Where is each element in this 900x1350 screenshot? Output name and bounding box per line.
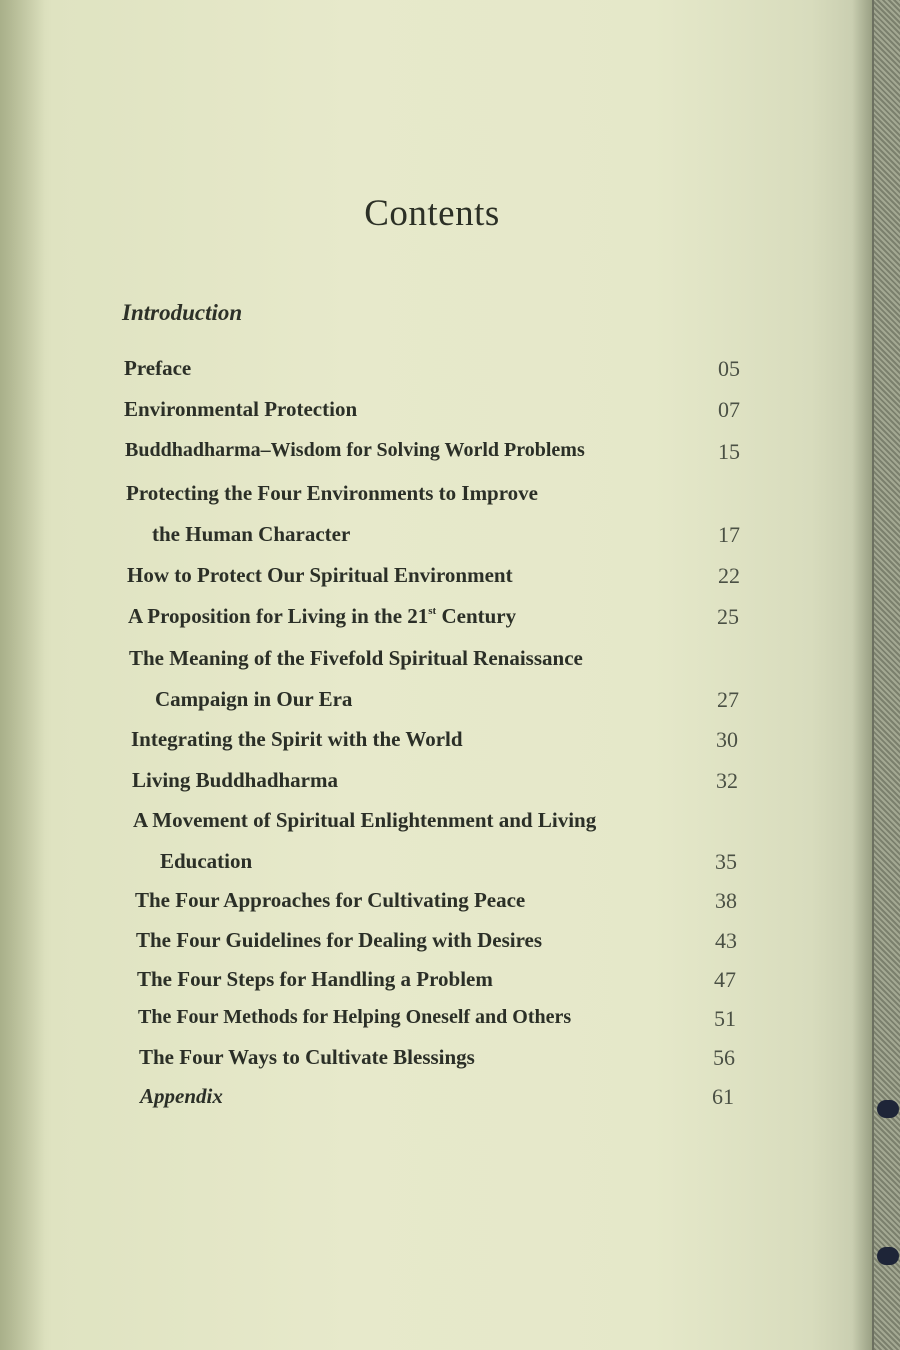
- toc-entry-title: Integrating the Spirit with the World: [131, 727, 463, 751]
- toc-entry-title: Campaign in Our Era: [155, 687, 353, 711]
- toc-entry-page: 05: [718, 356, 740, 381]
- toc-entry-page: 32: [716, 768, 738, 793]
- toc-entry-appendix: [140, 1084, 760, 1114]
- toc-entry-page: 25: [717, 604, 739, 629]
- toc-entry-title: A Movement of Spiritual Enlightenment and Living: [133, 808, 597, 832]
- toc-entry: [139, 1045, 759, 1075]
- toc-entry: [126, 481, 746, 511]
- toc-entry: [131, 727, 751, 757]
- toc-entry-title: The Four Approaches for Cultivating Peace: [135, 888, 526, 912]
- toc-entry-title: The Four Steps for Handling a Problem: [137, 967, 493, 991]
- toc-entry: [124, 356, 744, 386]
- toc-entry-title: The Four Guidelines for Dealing with Desires: [136, 928, 543, 952]
- toc-entry: [135, 888, 755, 918]
- toc-entry-title-text: Century: [436, 604, 517, 628]
- toc-entry-page: 17: [718, 522, 740, 547]
- toc-entry-page: 43: [715, 928, 737, 953]
- toc-entry-title: Protecting the Four Environments to Improve: [126, 481, 539, 505]
- toc-entry: [125, 439, 745, 469]
- toc-entry-title: How to Protect Our Spiritual Environment: [127, 563, 513, 587]
- toc-entry-continuation: [152, 522, 746, 552]
- toc-entry-page: 38: [715, 888, 737, 913]
- toc-entry-page: 22: [718, 563, 740, 588]
- toc-entry: [129, 646, 749, 676]
- toc-entry-page: 15: [718, 439, 740, 464]
- toc-entry-page: 61: [712, 1084, 734, 1109]
- toc-entry-page: 35: [715, 849, 737, 874]
- toc-entry-title: The Four Ways to Cultivate Blessings: [139, 1045, 475, 1069]
- toc-entry: [124, 397, 744, 427]
- toc-entry-continuation: [160, 849, 754, 879]
- toc-entry: [127, 563, 747, 593]
- toc-entry-title: Preface: [124, 356, 192, 380]
- toc-entry-page: 56: [713, 1045, 735, 1070]
- toc-entry-title: Environmental Protection: [124, 397, 358, 421]
- toc-entry: [138, 1006, 758, 1036]
- toc-entry-page: 47: [714, 967, 736, 992]
- page-marker: [877, 1100, 899, 1118]
- toc-entry: [128, 604, 748, 634]
- section-heading-introduction: Introduction: [122, 300, 243, 325]
- toc-entry-continuation: [155, 687, 749, 717]
- toc-entry-title: the Human Character: [152, 522, 351, 546]
- toc-entry-page: 30: [716, 727, 738, 752]
- toc-entry: [137, 967, 757, 997]
- toc-entry-title: The Meaning of the Fivefold Spiritual Renaissance: [129, 646, 583, 670]
- toc-entry-title: Living Buddhadharma: [132, 768, 339, 792]
- toc-entry-page: 27: [717, 687, 739, 712]
- toc-entry: [132, 768, 752, 798]
- ordinal-suffix: st: [428, 605, 437, 617]
- toc-entry-page: 07: [718, 397, 740, 422]
- contents-title: Contents: [364, 193, 500, 234]
- toc-entry-title: Appendix: [140, 1084, 223, 1108]
- page-marker: [877, 1247, 899, 1265]
- toc-entry-page: 51: [714, 1006, 736, 1031]
- toc-entry-title: The Four Methods for Helping Oneself and Others: [138, 1006, 572, 1028]
- toc-entry: [136, 928, 756, 958]
- page-gutter: [872, 0, 900, 1350]
- toc-entry-title: Buddhadharma–Wisdom for Solving World Problems: [125, 439, 585, 461]
- toc-entry: [133, 808, 753, 838]
- toc-entry-title: Education: [160, 849, 253, 873]
- toc-entry-title: [128, 604, 516, 629]
- toc-entry-title-text: A Proposition for Living in the 21: [128, 604, 429, 628]
